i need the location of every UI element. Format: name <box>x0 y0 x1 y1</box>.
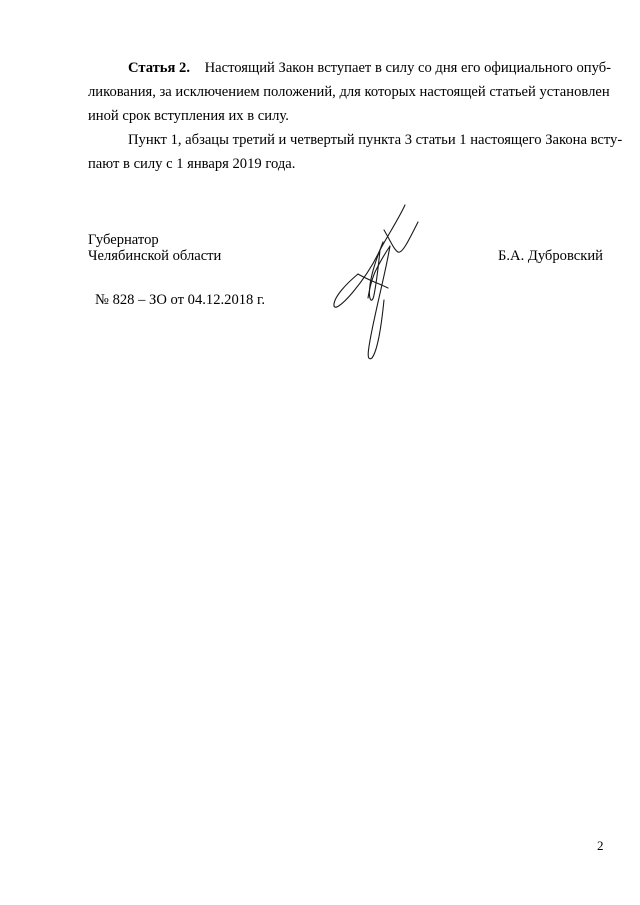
article-label: Статья 2. <box>128 60 190 76</box>
signatory-title-line2: Челябинской области <box>88 248 222 264</box>
article-text-line1: Настоящий Закон вступает в силу со дня его официального опуб- <box>204 60 611 76</box>
article-2-paragraph <box>88 56 611 128</box>
point-text-line1: Пункт 1, абзацы третий и четвертый пункта 3 статьи 1 настоящего Закона всту- <box>128 132 623 148</box>
point-paragraph <box>88 128 623 176</box>
signature-image <box>328 200 428 365</box>
article-text-line2: ликования, за исключением положений, для которых настоящей статьей установлен <box>88 84 610 100</box>
point-text-line2: пают в силу с 1 января 2019 года. <box>88 156 296 172</box>
article-text-line3: иной срок вступления их в силу. <box>88 108 289 124</box>
law-number: № 828 – ЗО от 04.12.2018 г. <box>95 292 265 308</box>
signatory-title-line1: Губернатор <box>88 232 159 248</box>
signatory-name: Б.А. Дубровский <box>498 248 603 264</box>
page-number: 2 <box>597 838 604 853</box>
